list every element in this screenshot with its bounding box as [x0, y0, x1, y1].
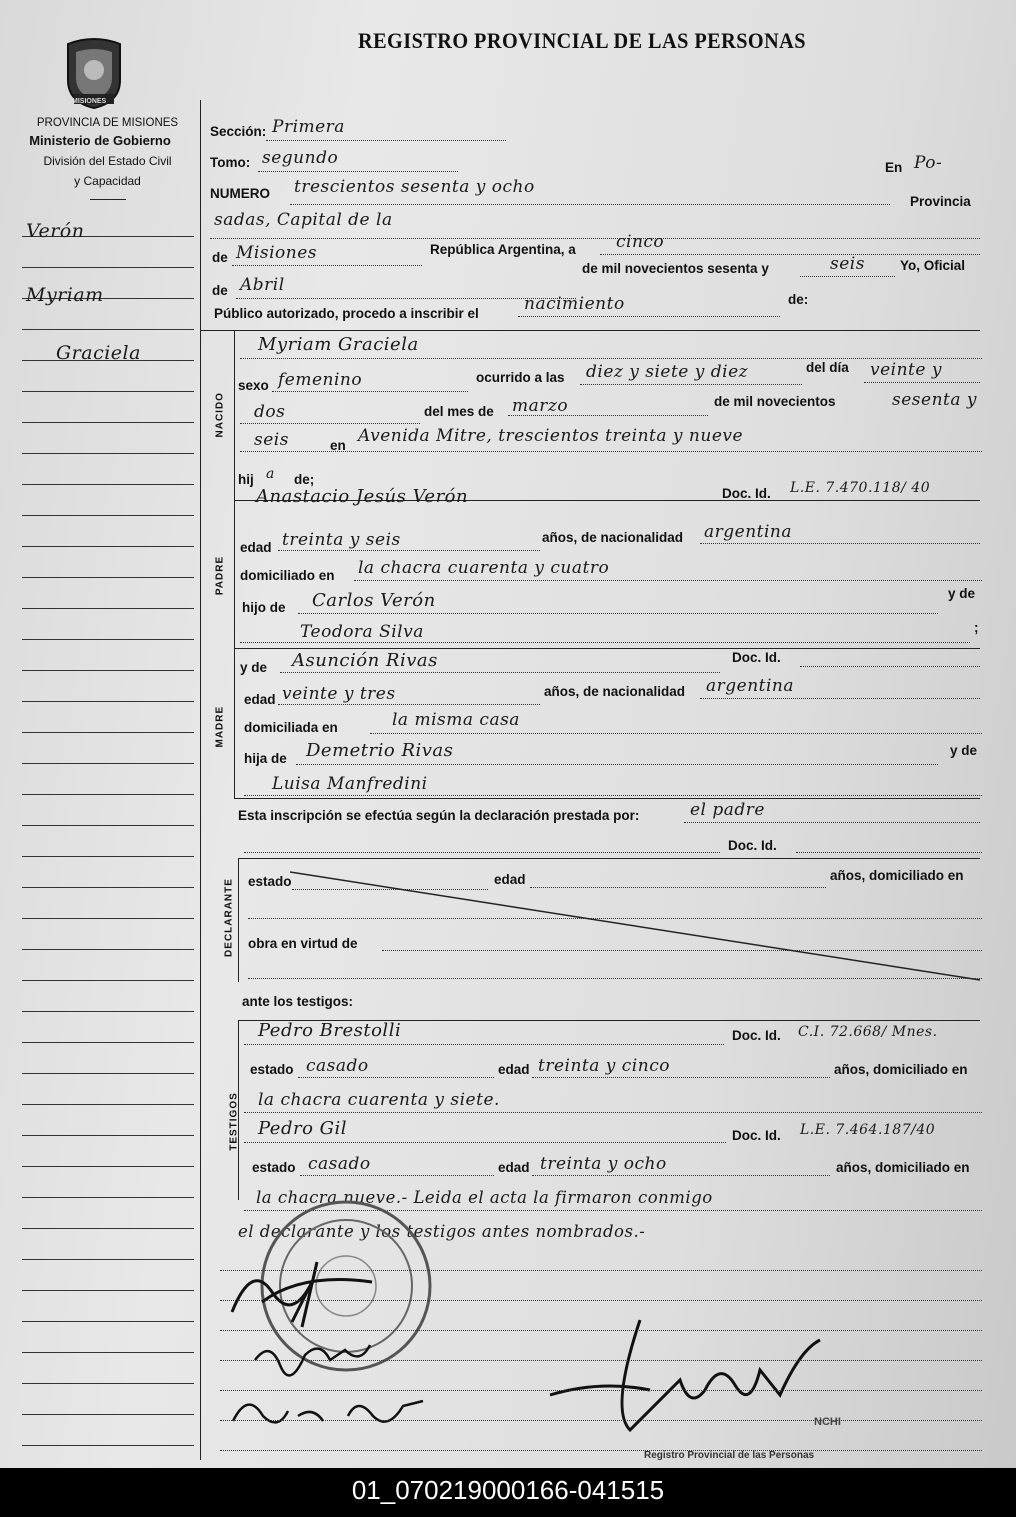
- margin-rule: [22, 546, 194, 547]
- margin-rule: [22, 329, 194, 330]
- en-value: Po-: [914, 153, 943, 173]
- margin-rule: [22, 1104, 194, 1105]
- org-line-4: y Capacidad: [74, 174, 141, 188]
- padre-edad-value: treinta y seis: [282, 530, 401, 550]
- declarante-estado-label: estado: [248, 874, 292, 889]
- declarante-edad-label: edad: [494, 872, 526, 887]
- padre-nac-value: argentina: [704, 522, 793, 542]
- margin-rule: [22, 980, 194, 981]
- madre-nombre: Asunción Rivas: [292, 650, 438, 671]
- en-label: En: [885, 160, 903, 175]
- cierre-text: el declarante y los testigos antes nombrados.-: [238, 1222, 646, 1241]
- testigo1-doc-label: Doc. Id.: [732, 1028, 781, 1043]
- margin-rule: [22, 608, 194, 609]
- de2-label: de: [212, 283, 228, 298]
- org-line-2: Ministerio de Gobierno: [29, 133, 171, 148]
- margin-rule: [22, 918, 194, 919]
- testigo2-estado-value: casado: [308, 1154, 371, 1174]
- lugar-value: Avenida Mitre, trescientos treinta y nueve: [358, 426, 744, 446]
- mes-value: Abril: [240, 275, 285, 295]
- testigo1-dom-label: años, domiciliado en: [834, 1062, 968, 1077]
- margin-rule: [22, 1228, 194, 1229]
- testigo1-dom-value: la chacra cuarenta y siete.: [258, 1090, 500, 1110]
- margin-rule: [22, 1166, 194, 1167]
- publico-label: Público autorizado, procedo a inscribir el: [214, 306, 479, 321]
- margin-rule: [22, 670, 194, 671]
- madre-edad-label: edad: [244, 692, 276, 707]
- margin-rule: [22, 794, 194, 795]
- declarante-label: DECLARANTE: [223, 878, 235, 957]
- oficial-stamp-name: NCHI: [814, 1416, 841, 1428]
- org-line-1: PROVINCIA DE MISIONES: [36, 117, 179, 129]
- padre-label: PADRE: [214, 555, 226, 596]
- mil-label: de mil novecientos sesenta y: [582, 261, 769, 276]
- de3-label: de:: [788, 292, 809, 307]
- anio-value: seis: [830, 254, 865, 274]
- obra-label: obra en virtud de: [248, 936, 358, 951]
- margin-rule: [22, 453, 194, 454]
- nacido-label: NACIDO: [214, 392, 226, 438]
- padre-hijo-label: hijo de: [242, 600, 286, 615]
- margin-rule: [22, 391, 194, 392]
- margin-rule: [22, 1352, 194, 1353]
- margin-second-name: Graciela: [56, 342, 141, 364]
- tomo-value: segundo: [262, 148, 339, 168]
- testigo2-doc-value: L.E. 7.464.187/40: [800, 1122, 936, 1138]
- padre-yde-label: y de: [948, 586, 976, 601]
- margin-rule: [22, 1290, 194, 1291]
- margin-rule: [22, 1259, 194, 1260]
- madre-label: MADRE: [214, 705, 226, 748]
- republica-label: República Argentina, a: [430, 242, 576, 257]
- oficial-stamp-line: Registro Provincial de las Personas: [644, 1450, 815, 1461]
- margin-rule: [22, 732, 194, 733]
- padre-edad-label: edad: [240, 540, 272, 555]
- ante-testigos-label: ante los testigos:: [242, 994, 354, 1009]
- margin-rule: [22, 1414, 194, 1415]
- margin-rule: [22, 515, 194, 516]
- mes-nac-label: del mes de: [424, 404, 494, 419]
- oficial-label: Yo, Oficial: [900, 258, 966, 273]
- declaracion-label: Esta inscripción se efectúa según la declaración prestada por:: [238, 808, 640, 823]
- madre-dom-value: la misma casa: [392, 710, 520, 730]
- margin-rule: [22, 825, 194, 826]
- signature-rule: [220, 1390, 982, 1391]
- de-label: de: [212, 250, 228, 265]
- padre-madre-value: Teodora Silva: [300, 622, 424, 642]
- madre-yde-label: y de: [240, 660, 268, 675]
- org-line-3: División del Estado Civil: [43, 154, 172, 168]
- anio-nac-value-2: seis: [254, 430, 289, 450]
- padre-nombre: Anastacio Jesús Verón: [256, 486, 469, 507]
- de-nac-label: de;: [294, 472, 315, 487]
- sexo-value: femenino: [278, 370, 363, 390]
- testigo2-edad-label: edad: [498, 1160, 530, 1175]
- place-value: sadas, Capital de la: [214, 210, 393, 230]
- margin-rule: [22, 887, 194, 888]
- madre-nac-label: años, de nacionalidad: [544, 684, 686, 699]
- declarante-doc-label: Doc. Id.: [728, 838, 777, 853]
- seccion-value: Primera: [272, 117, 345, 137]
- mes-nac-value: marzo: [512, 396, 569, 416]
- tomo-label: Tomo:: [210, 155, 251, 170]
- testigo1-signature-icon: [250, 1330, 380, 1380]
- hora-value: diez y siete y diez: [586, 362, 749, 382]
- padre-dom-label: domiciliado en: [240, 568, 335, 583]
- ocurrido-label: ocurrido a las: [476, 370, 565, 385]
- testigo2-doc-label: Doc. Id.: [732, 1128, 781, 1143]
- padre-doc-value: L.E. 7.470.118/ 40: [790, 480, 931, 496]
- padre-doc-label: Doc. Id.: [722, 486, 771, 501]
- signature-rule: [220, 1420, 982, 1421]
- testigo2-dom-label: años, domiciliado en: [836, 1160, 970, 1175]
- madre-nac-value: argentina: [706, 676, 795, 696]
- margin-rule: [22, 856, 194, 857]
- margin-rule: [22, 1321, 194, 1322]
- testigo2-edad-value: treinta y ocho: [540, 1154, 667, 1174]
- margin-rule: [22, 1383, 194, 1384]
- margin-rule: [22, 484, 194, 485]
- provincia-label: Provincia: [910, 194, 971, 209]
- testigo1-doc-value: C.I. 72.668/ Mnes.: [798, 1024, 938, 1040]
- madre-doc-label: Doc. Id.: [732, 650, 781, 665]
- acto-value: nacimiento: [524, 294, 625, 314]
- en-nac-label: en: [330, 438, 346, 453]
- anio-nac-value: sesenta y: [892, 390, 977, 410]
- margin-rule: [22, 1042, 194, 1043]
- declarante-cross-line: [290, 868, 990, 988]
- padre-hijo-value: Carlos Verón: [312, 590, 436, 611]
- signature-rule: [220, 1360, 982, 1361]
- testigo2-nombre: Pedro Gil: [258, 1118, 348, 1139]
- image-id-footer: 01_070219000166-041515: [0, 1468, 1016, 1517]
- dia-nac-value-2: dos: [254, 402, 286, 422]
- testigo2-dom-value: la chacra nueve.- Leida el acta la firmaron conmigo: [256, 1188, 713, 1207]
- margin-rule: [22, 763, 194, 764]
- margin-rule: [22, 1135, 194, 1136]
- sexo-label: sexo: [238, 378, 269, 393]
- nacido-nombre: Myriam Graciela: [258, 334, 419, 355]
- margin-surname: Verón: [26, 220, 85, 242]
- declarante-dom-label: años, domiciliado en: [830, 868, 964, 883]
- madre-madre-value: Luisa Manfredini: [272, 774, 428, 794]
- signature-rule: [220, 1450, 982, 1451]
- testigo1-estado-value: casado: [306, 1056, 369, 1076]
- margin-rule: [22, 1445, 194, 1446]
- signature-rule: [220, 1300, 982, 1301]
- oficial-signature-icon: [540, 1300, 850, 1440]
- testigo2-signature-icon: [228, 1386, 438, 1436]
- padre-dom-value: la chacra cuarenta y cuatro: [358, 558, 610, 578]
- margin-rule: [22, 577, 194, 578]
- margin-rule: [22, 949, 194, 950]
- provincia-value: Misiones: [236, 243, 317, 263]
- madre-hija-value: Demetrio Rivas: [306, 740, 454, 761]
- margin-rule: [22, 1011, 194, 1012]
- madre-dom-label: domiciliada en: [244, 720, 338, 735]
- margin-rule: [22, 1073, 194, 1074]
- signature-rule: [220, 1330, 982, 1331]
- hij-label: hij: [238, 472, 254, 487]
- testigo1-edad-label: edad: [498, 1062, 530, 1077]
- margin-rule: [22, 701, 194, 702]
- declaracion-value: el padre: [690, 800, 765, 820]
- margin-rule: [22, 422, 194, 423]
- dia-value: cinco: [616, 232, 665, 252]
- page-title: REGISTRO PROVINCIAL DE LAS PERSONAS: [358, 28, 806, 53]
- numero-label: NUMERO: [210, 186, 270, 201]
- declarante-signature-icon: [222, 1252, 382, 1332]
- margin-rule: [22, 1197, 194, 1198]
- testigo1-edad-value: treinta y cinco: [538, 1056, 670, 1076]
- mil-nac-label: de mil novecientos: [714, 394, 836, 409]
- padre-semicolon: ;: [974, 620, 979, 635]
- margin-first-name: Myriam: [26, 284, 104, 306]
- seccion-label: Sección:: [210, 124, 267, 139]
- madre-yde2-label: y de: [950, 743, 978, 758]
- testigos-label: TESTIGOS: [228, 1092, 240, 1151]
- testigo1-nombre: Pedro Brestolli: [258, 1020, 402, 1041]
- seal-text: MISIONES: [72, 98, 107, 105]
- testigo1-estado-label: estado: [250, 1062, 294, 1077]
- del-dia-label: del día: [806, 360, 849, 375]
- numero-value: trescientos sesenta y ocho: [294, 177, 535, 197]
- hij-value: a: [266, 466, 275, 482]
- signature-rule: [220, 1270, 982, 1271]
- testigo2-estado-label: estado: [252, 1160, 296, 1175]
- margin-rule: [22, 267, 194, 268]
- madre-hija-label: hija de: [244, 751, 287, 766]
- padre-nac-label: años, de nacionalidad: [542, 530, 684, 545]
- margin-rule: [22, 639, 194, 640]
- dia-nac-value: veinte y: [870, 360, 942, 380]
- madre-edad-value: veinte y tres: [282, 684, 396, 704]
